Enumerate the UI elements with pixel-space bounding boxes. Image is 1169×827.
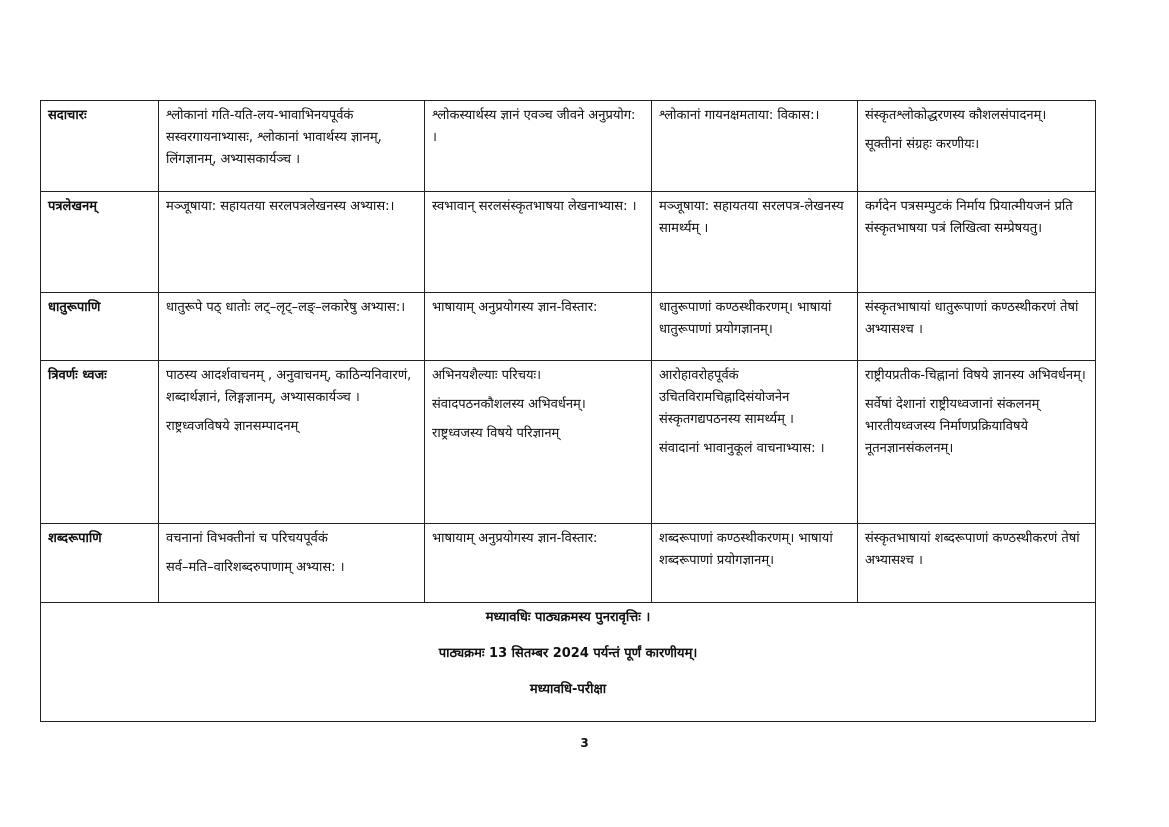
content-cell: कर्गदेन पत्रसम्पुटकं निर्माय प्रियात्मीयजनं प्रति संस्कृतभाषया पत्रं लिखित्वा सम्प्रेषयतु। [858,192,1096,293]
table-row [41,524,1096,603]
content-cell: संस्कृतभाषायां शब्दरूपाणां कण्ठस्थीकरणं तेषां अभ्यासश्च । [858,524,1096,603]
topic-cell: सदाचारः [41,101,159,192]
content-cell: धातुरूपे पठ् धातोः लट्–लृट्–लङ्–लकारेषु अभ्यास:। [159,293,425,361]
content-cell: शब्दरूपाणां कण्ठस्थीकरणम्। भाषायां शब्दरूपाणां प्रयोगज्ञानम्। [652,524,858,603]
footer-row [41,603,1096,722]
content-cell: भाषायाम् अनुप्रयोगस्य ज्ञान-विस्तार: [425,524,652,603]
content-cell: स्वभावान् सरलसंस्कृतभाषया लेखनाभ्यास: । [425,192,652,293]
content-cell: श्लोकानां गायनक्षमताया: विकास:। [652,101,858,192]
content-cell: संस्कृतश्लोकोद्धरणस्य कौशलसंपादनम्। सूक्तीनां संग्रहः करणीयः। [858,101,1096,192]
content-cell: भाषायाम् अनुप्रयोगस्य ज्ञान-विस्तार: [425,293,652,361]
content-cell: पाठस्य आदर्शवाचनम् , अनुवाचनम्, काठिन्यनिवारणं, शब्दार्थज्ञानं, लिङ्गज्ञानम्, अभ्यासकार्यञ्च । राष्ट्रध्वजविषये ज्ञानसम्पादनम् [159,361,425,524]
table-row [41,101,1096,192]
table-row [41,361,1096,524]
topic-cell: शब्दरूपाणि [41,524,159,603]
footer-line: मध्यावधिः पाठ्यक्रमस्य पुनरावृत्तिः । [485,610,651,625]
syllabus-table [40,100,1096,722]
table-row [41,293,1096,361]
footer-line: मध्यावधि-परीक्षा [529,682,607,697]
content-cell: राष्ट्रीयप्रतीक-चिह्नानां विषये ज्ञानस्य अभिवर्धनम्। सर्वेषां देशानां राष्ट्रीयध्वजानां संकलनम् भारतीयध्वजस्य निर्माणप्रक्रियाविषये नूतनज्ञानसंकलनम्। [858,361,1096,524]
footer-line: पाठ्यक्रमः 13 सितम्बर 2024 पर्यन्तं पूर्णं कारणीयम्। [438,646,698,661]
content-cell: श्लोकस्यार्थस्य ज्ञानं एवञ्च जीवने अनुप्रयोग: । [425,101,652,192]
content-cell: वचनानां विभक्तीनां च परिचयपूर्वकं सर्व–मति–वारिशब्दरुपाणाम् अभ्यास: । [159,524,425,603]
footer-cell [41,603,1096,722]
content-cell: धातुरूपाणां कण्ठस्थीकरणम्। भाषायां धातुरूपाणां प्रयोगज्ञानम्। [652,293,858,361]
content-cell: संस्कृतभाषायां धातुरूपाणां कण्ठस्थीकरणं तेषां अभ्यासश्च । [858,293,1096,361]
table-row [41,192,1096,293]
content-cell: मञ्जूषाया: सहायतया सरलपत्र-लेखनस्य सामर्थ्यम् । [652,192,858,293]
topic-cell: धातुरूपाणि [41,293,159,361]
topic-cell: पत्रलेखनम् [41,192,159,293]
content-cell: अभिनयशैल्याः परिचयः। संवादपठनकौशलस्य अभिवर्धनम्। राष्ट्रध्वजस्य विषये परिज्ञानम् [425,361,652,524]
topic-cell: त्रिवर्णः ध्वजः [41,361,159,524]
content-cell: मञ्जूषाया: सहायतया सरलपत्रलेखनस्य अभ्यास:। [159,192,425,293]
page-number: 3 [580,736,589,750]
content-cell: श्लोकानां गति-यति-लय-भावाभिनयपूर्वकं सस्वरगायनाभ्यासः, श्लोकानां भावार्थस्य ज्ञानम्, लिंगज्ञानम्, अभ्यासकार्यञ्च । [159,101,425,192]
content-cell: आरोहावरोहपूर्वकं उचितविरामचिह्नादिसंयोजनेन संस्कृतगद्यपठनस्य सामर्थ्यम् । संवादानां भावानुकूलं वाचनाभ्यास: । [652,361,858,524]
